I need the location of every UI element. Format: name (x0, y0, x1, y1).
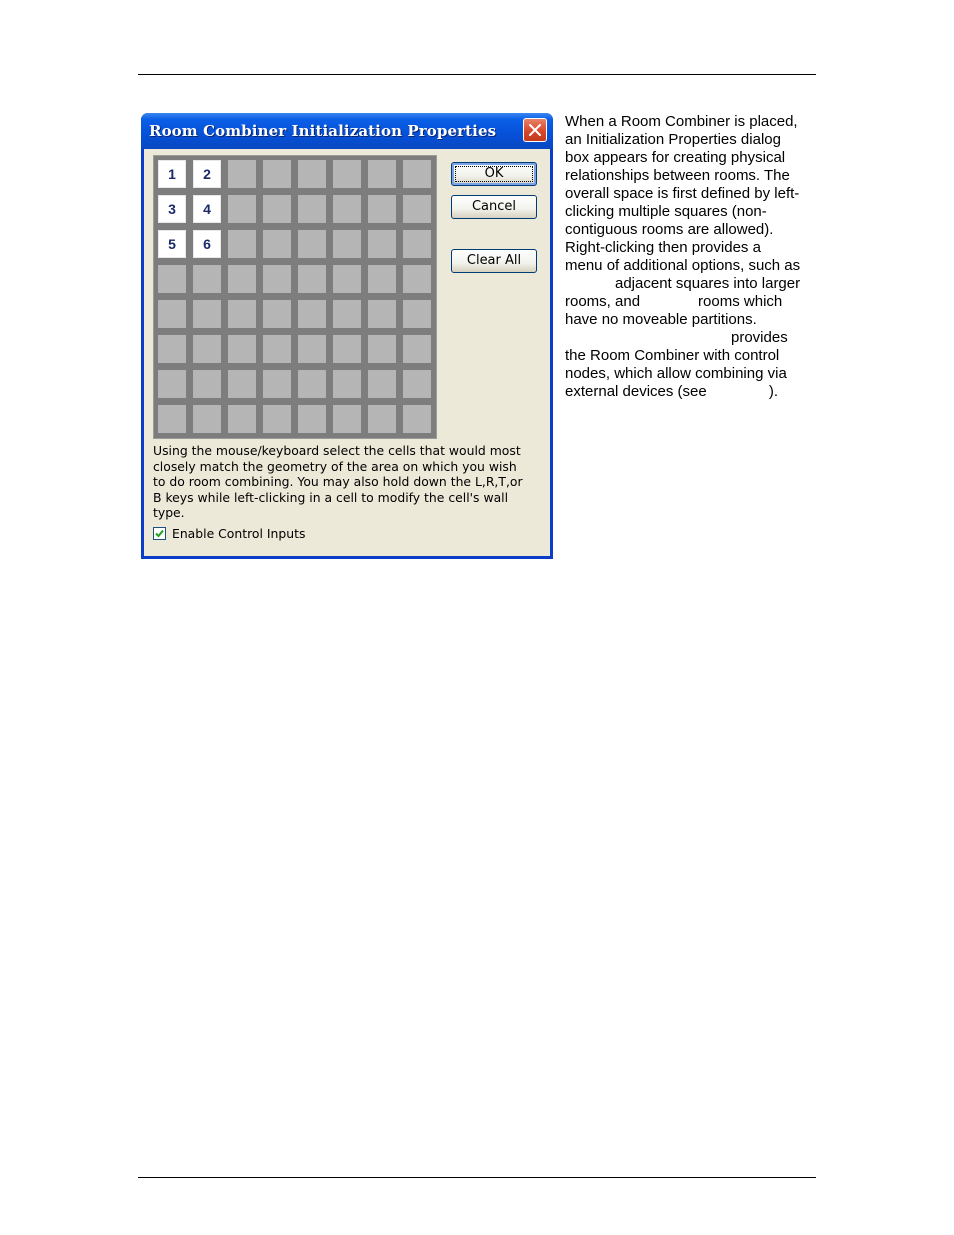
paragraph-text: external devices (see (565, 383, 707, 400)
dialog-title: Room Combiner Initialization Properties (149, 122, 497, 140)
paragraph-line: have no moveable partitions. (565, 311, 757, 328)
checkmark-icon (155, 529, 164, 538)
grid-cell-selected[interactable] (193, 230, 221, 258)
grid-cell[interactable] (403, 160, 431, 188)
dialog-body (144, 149, 550, 556)
grid-cell[interactable] (298, 335, 326, 363)
grid-cell[interactable] (298, 265, 326, 293)
paragraph-text: adjacent squares into larger (615, 275, 801, 292)
grid-cell-selected[interactable] (158, 195, 186, 223)
grid-cell-selected[interactable] (158, 230, 186, 258)
footer-rule (138, 1177, 816, 1178)
cell-number: 4 (203, 201, 211, 217)
grid-cell[interactable] (228, 160, 256, 188)
grid-cell[interactable] (228, 195, 256, 223)
grid-cell[interactable] (403, 405, 431, 433)
grid-cell[interactable] (263, 300, 291, 328)
cell-number: 2 (203, 166, 211, 182)
focus-rect (455, 166, 533, 182)
grid-cell[interactable] (298, 300, 326, 328)
grid-cell[interactable] (403, 300, 431, 328)
enable-control-inputs-label: Enable Control Inputs (172, 526, 306, 541)
ok-button-label: OK (484, 166, 504, 181)
clear-all-button-label: Clear All (466, 253, 522, 268)
grid-cell[interactable] (193, 370, 221, 398)
grid-cell-selected[interactable] (193, 195, 221, 223)
paragraph-line (565, 329, 815, 347)
grid-cell[interactable] (228, 370, 256, 398)
grid-cell[interactable] (158, 265, 186, 293)
grid-cell[interactable] (228, 300, 256, 328)
grid-cell[interactable] (228, 405, 256, 433)
grid-cell[interactable] (333, 160, 361, 188)
description-paragraph (565, 113, 815, 401)
grid-cell-selected[interactable] (193, 160, 221, 188)
enable-control-inputs-checkbox[interactable] (153, 527, 166, 540)
header-rule (138, 74, 816, 75)
cell-number: 3 (168, 201, 176, 217)
paragraph-line: an Initialization Properties dialog (565, 131, 781, 148)
paragraph-line: When a Room Combiner is placed, (565, 113, 798, 130)
grid-cell[interactable] (333, 335, 361, 363)
paragraph-line: box appears for creating physical (565, 149, 786, 166)
grid-cell[interactable] (403, 370, 431, 398)
paragraph-text: provides (731, 329, 788, 346)
grid-cell[interactable] (228, 335, 256, 363)
cell-number: 6 (203, 236, 211, 252)
cancel-button[interactable] (451, 195, 537, 219)
paragraph-line (565, 293, 815, 311)
grid-cell[interactable] (368, 265, 396, 293)
grid-cell[interactable] (158, 300, 186, 328)
paragraph-line (565, 275, 815, 293)
paragraph-line: nodes, which allow combining via (565, 365, 787, 382)
paragraph-text: ). (768, 383, 779, 400)
clear-all-button[interactable] (451, 249, 537, 273)
grid-cell[interactable] (368, 230, 396, 258)
grid-cell[interactable] (333, 300, 361, 328)
grid-cell[interactable] (403, 230, 431, 258)
instructions-text: Using the mouse/keyboard select the cells that would most closely match the geometry of the area on which you wish to do room combining. You may also hold down the L,R,T,or B keys while left-clicking in a cell to modify the cell's wall type. (153, 443, 523, 520)
grid-cell[interactable] (368, 195, 396, 223)
grid-cell[interactable] (333, 405, 361, 433)
dialog-title-bar[interactable] (141, 113, 553, 149)
grid-cell[interactable] (298, 405, 326, 433)
grid-cell[interactable] (193, 405, 221, 433)
grid-cell[interactable] (333, 370, 361, 398)
grid-cell[interactable] (298, 160, 326, 188)
close-icon (528, 123, 542, 137)
grid-cell[interactable] (298, 195, 326, 223)
grid-cell[interactable] (333, 265, 361, 293)
paragraph-line: the Room Combiner with control (565, 347, 780, 364)
grid-cell[interactable] (368, 335, 396, 363)
room-grid[interactable] (153, 155, 437, 439)
grid-cell[interactable] (193, 265, 221, 293)
grid-cell[interactable] (193, 335, 221, 363)
grid-cell[interactable] (368, 370, 396, 398)
paragraph-line (565, 383, 815, 401)
grid-cell[interactable] (333, 195, 361, 223)
grid-cell[interactable] (368, 160, 396, 188)
grid-cell[interactable] (263, 160, 291, 188)
room-combiner-dialog (141, 113, 553, 559)
grid-cell[interactable] (263, 230, 291, 258)
grid-cell[interactable] (158, 370, 186, 398)
grid-cell[interactable] (158, 335, 186, 363)
paragraph-line: clicking multiple squares (non- (565, 203, 767, 220)
grid-cell[interactable] (228, 230, 256, 258)
grid-cell[interactable] (193, 300, 221, 328)
grid-cell[interactable] (263, 370, 291, 398)
paragraph-line: relationships between rooms. The (565, 167, 790, 184)
grid-cell[interactable] (333, 230, 361, 258)
grid-cell[interactable] (263, 335, 291, 363)
cross-reference-link[interactable] (711, 383, 769, 400)
cancel-button-label: Cancel (471, 199, 517, 214)
close-button[interactable] (523, 118, 547, 142)
ok-button[interactable] (451, 162, 537, 186)
grid-cell[interactable] (158, 405, 186, 433)
grid-cell[interactable] (403, 265, 431, 293)
grid-cell[interactable] (403, 335, 431, 363)
grid-cell[interactable] (228, 265, 256, 293)
paragraph-text: rooms which (698, 293, 783, 310)
grid-cell[interactable] (368, 300, 396, 328)
paragraph-line: menu of additional options, such as (565, 257, 801, 274)
grid-cell[interactable] (263, 405, 291, 433)
grid-cell[interactable] (263, 195, 291, 223)
cell-number: 1 (168, 166, 176, 182)
grid-cell[interactable] (368, 405, 396, 433)
cell-number: 5 (168, 236, 176, 252)
grid-cell[interactable] (263, 265, 291, 293)
grid-cell-selected[interactable] (158, 160, 186, 188)
paragraph-line: overall space is first defined by left- (565, 185, 800, 202)
paragraph-line: contiguous rooms are allowed). (565, 221, 774, 238)
grid-cell[interactable] (298, 370, 326, 398)
paragraph-text: rooms, and (565, 293, 641, 310)
paragraph-line: Right-clicking then provides a (565, 239, 761, 256)
grid-cell[interactable] (298, 230, 326, 258)
grid-cell[interactable] (403, 195, 431, 223)
